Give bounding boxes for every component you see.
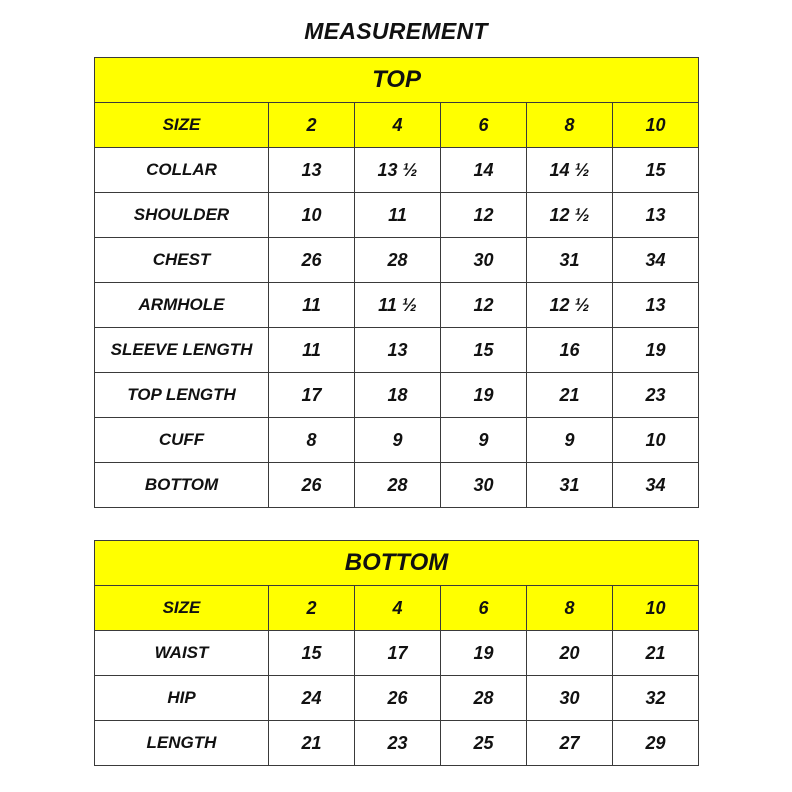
measurement-label: WAIST bbox=[95, 631, 269, 676]
bottom-table-body bbox=[95, 541, 699, 766]
measurement-value: 23 bbox=[355, 721, 441, 766]
top-table-body bbox=[95, 58, 699, 508]
measurement-value: 28 bbox=[441, 676, 527, 721]
bottom-measurement-table bbox=[94, 540, 699, 766]
measurement-value: 15 bbox=[613, 148, 699, 193]
size-header-cell: 6 bbox=[441, 586, 527, 631]
table-row bbox=[95, 631, 699, 676]
table-row bbox=[95, 148, 699, 193]
measurement-label: SHOULDER bbox=[95, 193, 269, 238]
measurement-value: 30 bbox=[441, 238, 527, 283]
top-table-heading-row bbox=[95, 58, 699, 103]
size-header-label: SIZE bbox=[95, 103, 269, 148]
measurement-value: 13 bbox=[613, 193, 699, 238]
size-header-cell: 2 bbox=[269, 586, 355, 631]
size-header-cell: 4 bbox=[355, 103, 441, 148]
size-header-cell: 4 bbox=[355, 586, 441, 631]
measurement-value: 26 bbox=[355, 676, 441, 721]
measurement-value: 30 bbox=[527, 676, 613, 721]
measurement-value: 34 bbox=[613, 238, 699, 283]
measurement-label: HIP bbox=[95, 676, 269, 721]
size-header-cell: 2 bbox=[269, 103, 355, 148]
measurement-value: 9 bbox=[355, 418, 441, 463]
size-header-cell: 10 bbox=[613, 586, 699, 631]
measurement-label: COLLAR bbox=[95, 148, 269, 193]
measurement-value: 8 bbox=[269, 418, 355, 463]
measurement-value: 21 bbox=[613, 631, 699, 676]
bottom-size-header-row bbox=[95, 586, 699, 631]
top-size-header-row bbox=[95, 103, 699, 148]
top-measurement-table bbox=[94, 57, 699, 508]
measurement-value: 10 bbox=[269, 193, 355, 238]
measurement-value: 28 bbox=[355, 238, 441, 283]
size-header-cell: 8 bbox=[527, 586, 613, 631]
measurement-value: 12 ½ bbox=[527, 283, 613, 328]
measurement-value: 25 bbox=[441, 721, 527, 766]
measurement-value: 26 bbox=[269, 463, 355, 508]
table-row bbox=[95, 463, 699, 508]
measurement-value: 17 bbox=[269, 373, 355, 418]
measurement-value: 21 bbox=[269, 721, 355, 766]
measurement-value: 18 bbox=[355, 373, 441, 418]
measurement-value: 13 bbox=[269, 148, 355, 193]
measurement-label: SLEEVE LENGTH bbox=[95, 328, 269, 373]
page-title: MEASUREMENT bbox=[304, 18, 488, 44]
measurement-label: BOTTOM bbox=[95, 463, 269, 508]
measurement-value: 17 bbox=[355, 631, 441, 676]
table-row bbox=[95, 373, 699, 418]
measurement-value: 9 bbox=[441, 418, 527, 463]
measurement-value: 19 bbox=[441, 373, 527, 418]
measurement-value: 34 bbox=[613, 463, 699, 508]
measurement-value: 13 bbox=[355, 328, 441, 373]
measurement-value: 19 bbox=[441, 631, 527, 676]
measurement-label: CUFF bbox=[95, 418, 269, 463]
measurement-value: 12 bbox=[441, 193, 527, 238]
measurement-value: 14 ½ bbox=[527, 148, 613, 193]
measurement-value: 21 bbox=[527, 373, 613, 418]
top-table-heading: TOP bbox=[95, 58, 699, 103]
measurement-value: 32 bbox=[613, 676, 699, 721]
size-header-cell: 10 bbox=[613, 103, 699, 148]
measurement-value: 9 bbox=[527, 418, 613, 463]
measurement-value: 20 bbox=[527, 631, 613, 676]
measurement-value: 16 bbox=[527, 328, 613, 373]
measurement-label: ARMHOLE bbox=[95, 283, 269, 328]
table-row bbox=[95, 418, 699, 463]
measurement-value: 30 bbox=[441, 463, 527, 508]
measurement-value: 31 bbox=[527, 238, 613, 283]
measurement-value: 26 bbox=[269, 238, 355, 283]
measurement-value: 14 bbox=[441, 148, 527, 193]
measurement-value: 13 ½ bbox=[355, 148, 441, 193]
measurement-value: 15 bbox=[269, 631, 355, 676]
measurement-label: TOP LENGTH bbox=[95, 373, 269, 418]
table-row bbox=[95, 283, 699, 328]
measurement-value: 10 bbox=[613, 418, 699, 463]
table-row bbox=[95, 721, 699, 766]
measurement-value: 28 bbox=[355, 463, 441, 508]
measurement-value: 11 bbox=[269, 283, 355, 328]
table-row bbox=[95, 193, 699, 238]
measurement-label: LENGTH bbox=[95, 721, 269, 766]
measurement-value: 11 bbox=[269, 328, 355, 373]
size-header-cell: 6 bbox=[441, 103, 527, 148]
measurement-value: 15 bbox=[441, 328, 527, 373]
measurement-value: 19 bbox=[613, 328, 699, 373]
size-header-label: SIZE bbox=[95, 586, 269, 631]
size-header-cell: 8 bbox=[527, 103, 613, 148]
measurement-value: 12 ½ bbox=[527, 193, 613, 238]
table-row bbox=[95, 676, 699, 721]
measurement-value: 13 bbox=[613, 283, 699, 328]
measurement-value: 31 bbox=[527, 463, 613, 508]
measurement-label: CHEST bbox=[95, 238, 269, 283]
table-row bbox=[95, 328, 699, 373]
measurement-value: 11 bbox=[355, 193, 441, 238]
bottom-table-heading: BOTTOM bbox=[95, 541, 699, 586]
measurement-value: 29 bbox=[613, 721, 699, 766]
bottom-table-heading-row bbox=[95, 541, 699, 586]
measurement-value: 24 bbox=[269, 676, 355, 721]
measurement-value: 12 bbox=[441, 283, 527, 328]
measurement-value: 11 ½ bbox=[355, 283, 441, 328]
measurement-value: 23 bbox=[613, 373, 699, 418]
table-row bbox=[95, 238, 699, 283]
measurement-value: 27 bbox=[527, 721, 613, 766]
